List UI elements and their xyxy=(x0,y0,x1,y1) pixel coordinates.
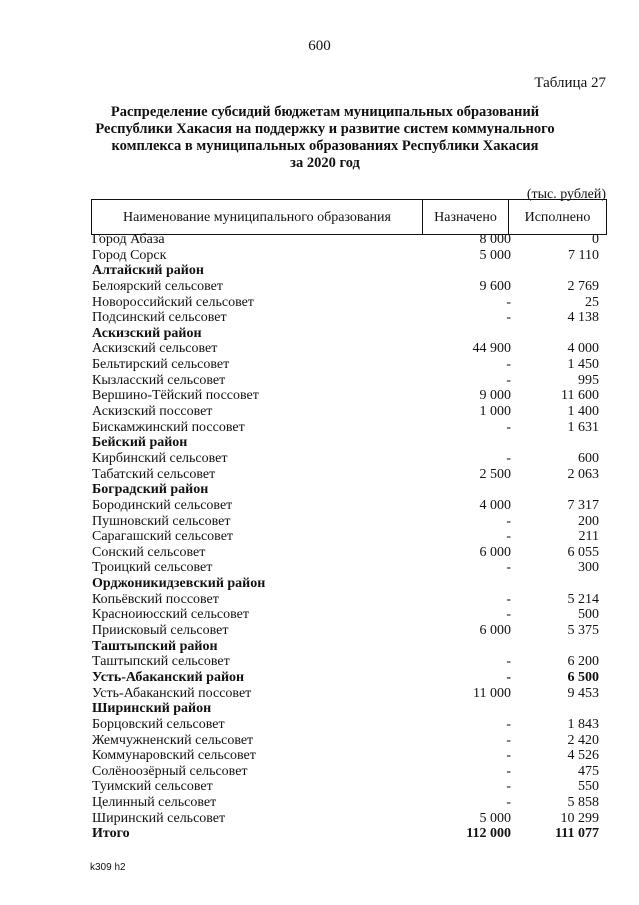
cell-planned: 8 000 xyxy=(479,232,511,247)
column-header-name: Наименование муниципального образования xyxy=(92,200,423,234)
table-row xyxy=(91,592,607,608)
cell-name: Бельтирский сельсовет xyxy=(92,357,230,373)
cell-executed xyxy=(511,482,607,498)
cell-planned: 44 900 xyxy=(472,341,511,357)
table-row-group xyxy=(91,482,607,498)
table-row xyxy=(91,373,607,389)
cell-name: Алтайский район xyxy=(92,263,204,279)
cell-name: Белоярский сельсовет xyxy=(92,278,223,294)
cell-planned: 6 000 xyxy=(479,544,511,560)
cell-name: Кызласский сельсовет xyxy=(92,372,226,388)
cell-name: Подсинский сельсовет xyxy=(92,310,227,326)
cell-planned: 4 000 xyxy=(479,497,511,513)
cell-name: Сарагашский сельсовет xyxy=(92,529,234,545)
cell-planned: - xyxy=(506,310,511,326)
cell-name: Вершино-Тёйский поссовет xyxy=(92,388,259,404)
cell-name: Орджоникидзевский район xyxy=(92,576,266,592)
cell-planned: - xyxy=(506,795,511,811)
cell-name: Красноиюсский сельсовет xyxy=(92,607,249,623)
cell-name: Солёноозёрный сельсовет xyxy=(92,763,248,779)
cell-planned xyxy=(423,639,511,655)
cell-planned: 5 000 xyxy=(479,247,511,263)
table-row-group xyxy=(91,326,607,342)
table-row-group xyxy=(91,826,607,842)
cell-planned: 9 600 xyxy=(479,278,511,294)
cell-name: Аскизский район xyxy=(92,325,202,341)
cell-planned: - xyxy=(506,450,511,466)
column-header-executed: Исполнено xyxy=(524,209,591,225)
table-row xyxy=(91,357,607,373)
cell-executed: 11 600 xyxy=(561,388,599,404)
cell-executed: 6 500 xyxy=(567,669,599,685)
table-row-group xyxy=(91,639,607,655)
table-row-group xyxy=(91,435,607,451)
cell-planned: - xyxy=(506,357,511,373)
cell-executed: 2 420 xyxy=(567,732,599,748)
cell-name: Город Сорск xyxy=(92,247,167,263)
table-row xyxy=(91,248,607,264)
cell-name: Борцовский сельсовет xyxy=(92,716,225,732)
cell-name: Таштыпский район xyxy=(92,638,218,654)
cell-planned xyxy=(423,326,511,342)
cell-planned: 2 500 xyxy=(479,466,511,482)
cell-name: Бискамжинский поссовет xyxy=(92,419,245,435)
cell-executed: 0 xyxy=(592,232,599,247)
cell-executed: 6 055 xyxy=(567,544,599,560)
cell-planned: 112 000 xyxy=(466,826,511,842)
table-row xyxy=(91,560,607,576)
table-row xyxy=(91,545,607,561)
cell-planned xyxy=(423,263,511,279)
cell-name: Ширинский район xyxy=(92,701,212,717)
cell-executed: 211 xyxy=(578,529,599,545)
cell-name: Приисковый сельсовет xyxy=(92,623,229,639)
table-row xyxy=(91,795,607,811)
cell-name: Коммунаровский сельсовет xyxy=(92,748,256,764)
table-row xyxy=(91,733,607,749)
table-row xyxy=(91,420,607,436)
cell-name: Кирбинский сельсовет xyxy=(92,450,228,466)
cell-executed: 1 450 xyxy=(567,357,599,373)
cell-name: Пушновский сельсовет xyxy=(92,513,231,529)
table-body xyxy=(91,232,607,842)
table-row xyxy=(91,467,607,483)
cell-planned: - xyxy=(506,763,511,779)
cell-executed: 9 453 xyxy=(567,685,599,701)
cell-executed: 5 214 xyxy=(567,591,599,607)
cell-planned: - xyxy=(506,669,511,685)
table-row xyxy=(91,717,607,733)
cell-executed xyxy=(511,576,607,592)
table-row xyxy=(91,341,607,357)
cell-planned: - xyxy=(506,513,511,529)
cell-name: Аскизский сельсовет xyxy=(92,341,218,357)
cell-executed: 4 526 xyxy=(567,748,599,764)
cell-planned: 1 000 xyxy=(479,404,511,420)
page-number: 600 xyxy=(308,38,331,54)
table-row xyxy=(91,404,607,420)
table-row xyxy=(91,779,607,795)
cell-planned: - xyxy=(506,372,511,388)
cell-executed: 10 299 xyxy=(560,810,599,826)
cell-executed: 111 077 xyxy=(555,826,599,842)
cell-name: Город Абаза xyxy=(92,232,165,247)
cell-executed xyxy=(511,701,607,717)
cell-name: Таштыпский сельсовет xyxy=(92,654,230,670)
cell-planned: - xyxy=(506,748,511,764)
table-row xyxy=(91,388,607,404)
table-title xyxy=(60,104,590,172)
cell-planned xyxy=(423,576,511,592)
table-row xyxy=(91,279,607,295)
table-row xyxy=(91,764,607,780)
cell-planned xyxy=(423,435,511,451)
cell-name: Итого xyxy=(92,826,130,842)
cell-planned: - xyxy=(506,732,511,748)
cell-planned xyxy=(423,482,511,498)
cell-planned: - xyxy=(506,591,511,607)
cell-name: Боградский район xyxy=(92,482,209,498)
table-row xyxy=(91,529,607,545)
cell-executed: 7 110 xyxy=(568,247,599,263)
cell-planned: - xyxy=(506,294,511,310)
footer-code: k309 h2 xyxy=(90,862,126,873)
title-line: Распределение субсидий бюджетам муниципальных образований xyxy=(110,104,540,120)
table-row xyxy=(91,514,607,530)
cell-planned: - xyxy=(506,419,511,435)
table-header xyxy=(91,199,607,235)
cell-name: Копьёвский поссовет xyxy=(92,591,219,607)
cell-executed: 5 375 xyxy=(567,623,599,639)
cell-planned: - xyxy=(506,654,511,670)
cell-executed: 550 xyxy=(578,779,599,795)
cell-executed xyxy=(511,435,607,451)
table-row xyxy=(91,451,607,467)
table-row xyxy=(91,748,607,764)
table-row xyxy=(91,295,607,311)
cell-executed: 6 200 xyxy=(567,654,599,670)
cell-planned: - xyxy=(506,607,511,623)
cell-name: Усть-Абаканский поссовет xyxy=(92,685,252,701)
cell-planned: 6 000 xyxy=(479,623,511,639)
cell-executed: 995 xyxy=(578,372,599,388)
cell-executed: 500 xyxy=(578,607,599,623)
table-row-group xyxy=(91,263,607,279)
table-row-group xyxy=(91,576,607,592)
column-header-planned: Назначено xyxy=(423,200,509,234)
cell-name: Новороссийский сельсовет xyxy=(92,294,254,310)
table-row xyxy=(91,498,607,514)
table-row xyxy=(91,232,607,248)
table-label: Таблица 27 xyxy=(534,75,606,91)
title-line: за 2020 год xyxy=(290,155,360,171)
cell-executed: 1 843 xyxy=(567,716,599,732)
table-row xyxy=(91,607,607,623)
cell-executed: 600 xyxy=(578,450,599,466)
units-label: (тыс. рублей) xyxy=(526,187,606,202)
cell-executed: 300 xyxy=(578,560,599,576)
table-row xyxy=(91,310,607,326)
cell-name: Ширинский сельсовет xyxy=(92,810,226,826)
title-line: комплекса в муниципальных образованиях Республики Хакасия xyxy=(111,138,539,154)
cell-planned: - xyxy=(506,560,511,576)
cell-name: Туимский сельсовет xyxy=(92,779,213,795)
cell-name: Табатский сельсовет xyxy=(92,466,216,482)
table-row-group xyxy=(91,670,607,686)
cell-planned: - xyxy=(506,529,511,545)
cell-planned: 9 000 xyxy=(479,388,511,404)
table-row xyxy=(91,623,607,639)
cell-name: Бейский район xyxy=(92,435,188,451)
cell-planned: - xyxy=(506,716,511,732)
cell-name: Сонский сельсовет xyxy=(92,544,206,560)
cell-executed: 2 769 xyxy=(567,278,599,294)
cell-planned: 5 000 xyxy=(479,810,511,826)
cell-name: Целинный сельсовет xyxy=(92,795,217,811)
cell-executed: 4 138 xyxy=(567,310,599,326)
cell-executed: 2 063 xyxy=(567,466,599,482)
table-row xyxy=(91,686,607,702)
cell-name: Жемчужненский сельсовет xyxy=(92,732,254,748)
cell-planned: - xyxy=(506,779,511,795)
table-row xyxy=(91,654,607,670)
cell-executed xyxy=(511,326,607,342)
cell-name: Бородинский сельсовет xyxy=(92,497,233,513)
cell-executed: 475 xyxy=(578,763,599,779)
cell-executed: 25 xyxy=(585,294,599,310)
cell-executed xyxy=(511,263,607,279)
cell-executed xyxy=(511,639,607,655)
table-row xyxy=(91,811,607,827)
cell-executed: 1 400 xyxy=(567,404,599,420)
cell-name: Аскизский поссовет xyxy=(92,404,213,420)
cell-executed: 7 317 xyxy=(567,497,599,513)
cell-executed: 1 631 xyxy=(567,419,599,435)
cell-planned: 11 000 xyxy=(473,685,511,701)
cell-executed: 5 858 xyxy=(567,795,599,811)
cell-name: Троицкий сельсовет xyxy=(92,560,213,576)
cell-executed: 200 xyxy=(578,513,599,529)
cell-planned xyxy=(423,701,511,717)
table-row-group xyxy=(91,701,607,717)
cell-name: Усть-Абаканский район xyxy=(92,669,245,685)
cell-executed: 4 000 xyxy=(567,341,599,357)
title-line: Республики Хакасия на поддержку и развитие систем коммунального xyxy=(95,121,555,137)
